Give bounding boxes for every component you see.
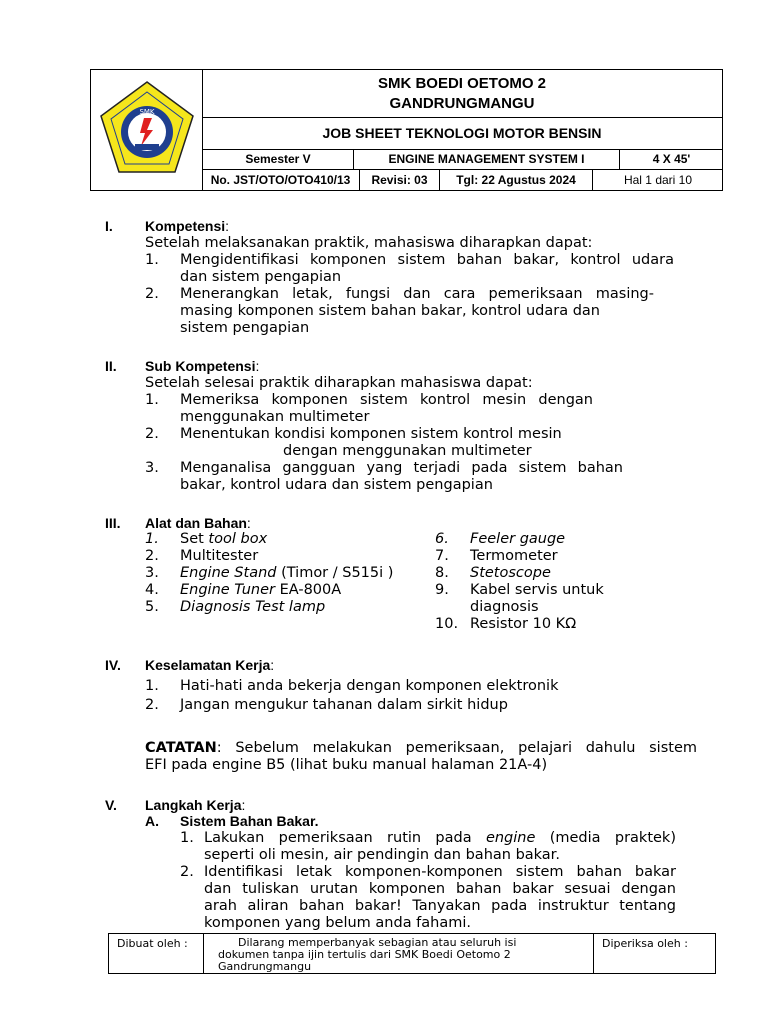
tool-item: Stetoscope (470, 565, 551, 581)
header-row-docinfo (202, 170, 722, 190)
section-5-title: Langkah Kerja: (145, 797, 246, 813)
tool-item: Diagnosis Test lamp (180, 599, 326, 615)
section-1-intro: Setelah melaksanakan praktik, mahasiswa diharapkan dapat: (145, 235, 593, 251)
tool-item: Engine Stand (Timor / S515i ) (180, 565, 394, 581)
made-by-cell: Dibuat oleh : (109, 934, 204, 973)
list-number: 1. (145, 252, 159, 268)
list-item-line: dengan menggunakan multimeter (283, 443, 532, 459)
section-4-title-text: Keselamatan Kerja (145, 657, 271, 673)
section-2-intro: Setelah selesai praktik diharapkan mahasiswa dapat: (145, 375, 533, 391)
step-line: arah aliran bahan bakar! Tanyakan pada instruktur tentang (204, 898, 676, 914)
logo-cell (91, 70, 203, 190)
note-label: CATATAN (145, 740, 217, 756)
note-line (145, 740, 697, 757)
section-3-title: Alat dan Bahan: (145, 515, 251, 531)
list-item: Jangan mengukur tahanan dalam sirkit hidup (180, 697, 508, 713)
list-number: 5. (145, 599, 159, 615)
list-item-line: masing komponen sistem bahan bakar, kontrol udara dan (180, 303, 600, 319)
list-number: 10. (435, 616, 459, 632)
list-item-line: Memeriksa komponen sistem kontrol mesin dengan (180, 392, 593, 408)
step-line: dan tuliskan urutan komponen bahan bakar sesuai dengan (204, 881, 676, 897)
doc-number-cell: No. JST/OTO/OTO410/13 (210, 173, 351, 187)
tool-item: Engine Tuner EA-800A (180, 582, 342, 598)
subsection-letter: A. (145, 813, 159, 829)
subsection-title: Sistem Bahan Bakar. (180, 813, 319, 829)
notice-line: Gandrungmangu (218, 960, 312, 973)
list-number: 6. (435, 531, 449, 547)
date-cell: Tgl: 22 Agustus 2024 (439, 170, 592, 190)
tool-item: Kabel servis untuk (470, 582, 604, 598)
section-5-title-text: Langkah Kerja (145, 797, 242, 813)
step-item (204, 864, 676, 932)
list-number: 2. (145, 286, 159, 302)
header-row-semester (202, 149, 722, 170)
section-1-title-text: Kompetensi (145, 218, 226, 234)
list-item-line: Menganalisa gangguan yang terjadi pada sistem bahan (180, 460, 623, 476)
section-1-number: I. (105, 218, 113, 234)
list-item-line: Menentukan kondisi komponen sistem kontrol mesin (180, 426, 562, 442)
section-2-title-text: Sub Kompetensi (145, 358, 256, 374)
list-item-line: Mengidentifikasi komponen sistem bahan bakar, kontrol udara (180, 252, 674, 268)
document-footer (108, 933, 716, 974)
document-header (90, 69, 723, 191)
school-logo (97, 80, 197, 180)
tool-item: diagnosis (470, 599, 539, 615)
duration-cell: 4 X 45' (619, 149, 723, 169)
list-number: 8. (435, 565, 449, 581)
copyright-notice (204, 934, 594, 973)
list-number: 3. (145, 460, 159, 476)
list-number: 1. (145, 531, 159, 547)
section-4-title: Keselamatan Kerja: (145, 657, 275, 673)
revision-cell: Revisi: 03 (359, 170, 439, 190)
section-1-title: Kompetensi: (145, 218, 230, 234)
list-number: 2. (145, 426, 159, 442)
list-number: 7. (435, 548, 449, 564)
note-text: : Sebelum melakukan pemeriksaan, pelajari dahulu sistem (216, 740, 697, 756)
step-item (204, 830, 676, 864)
list-number: 3. (145, 565, 159, 581)
list-item-line: sistem pengapian (180, 320, 310, 336)
list-number: 4. (145, 582, 159, 598)
notice-line: dokumen tanpa ijin tertulis dari SMK Boedi Oetomo 2 (218, 948, 511, 961)
section-3-title-text: Alat dan Bahan (145, 515, 247, 531)
list-item-line: Menerangkan letak, fungsi dan cara pemeriksaan masing- (180, 286, 654, 302)
step-line: Lakukan pemeriksaan rutin pada engine (media praktek) (204, 830, 676, 846)
subject-cell: ENGINE MANAGEMENT SYSTEM I (353, 149, 619, 169)
jobsheet-title: JOB SHEET TEKNOLOGI MOTOR BENSIN (202, 118, 722, 150)
school-name-line1: SMK BOEDI OETOMO 2 (377, 75, 547, 92)
list-number: 9. (435, 582, 449, 598)
list-item (180, 286, 654, 337)
list-item (180, 392, 593, 426)
list-item-line: menggunakan multimeter (180, 409, 370, 425)
step-number: 1. (180, 830, 194, 846)
section-4-number: IV. (105, 657, 121, 673)
section-5-number: V. (105, 797, 117, 813)
tool-item: Resistor 10 KΩ (470, 616, 577, 632)
list-item: Hati-hati anda bekerja dengan komponen elektronik (180, 678, 559, 694)
list-item-line: bakar, kontrol udara dan sistem pengapian (180, 477, 493, 493)
tool-item: Set tool box (180, 531, 268, 547)
section-3-number: III. (105, 515, 121, 531)
list-item (180, 460, 623, 494)
section-2-title: Sub Kompetensi: (145, 358, 260, 374)
step-line: Identifikasi letak komponen-komponen sistem bahan bakar (204, 864, 676, 880)
tool-item: Termometer (470, 548, 558, 564)
school-name-line2: GANDRUNGMANGU (389, 95, 535, 112)
tool-item: Feeler gauge (470, 531, 566, 547)
logo-text: SMK (139, 108, 155, 116)
list-item (180, 252, 674, 286)
list-number: 1. (145, 392, 159, 408)
notice-line: Dilarang memperbanyak sebagian atau seluruh isi (238, 936, 517, 949)
list-number: 2. (145, 697, 159, 713)
step-line: komponen yang belum anda fahami. (204, 915, 472, 931)
section-2-number: II. (105, 358, 117, 374)
step-line: seperti oli mesin, air pendingin dan bahan bakar. (204, 847, 560, 863)
note-line: EFI pada engine B5 (lihat buku manual halaman 21A-4) (145, 757, 548, 773)
school-name (202, 70, 722, 118)
tool-item: Multitester (180, 548, 259, 564)
list-number: 1. (145, 678, 159, 694)
page-cell: Hal 1 dari 10 (592, 170, 723, 190)
step-number: 2. (180, 864, 194, 880)
checked-by-cell: Diperiksa oleh : (602, 937, 688, 950)
note-paragraph (145, 740, 697, 774)
list-number: 2. (145, 548, 159, 564)
list-item-line: dan sistem pengapian (180, 269, 342, 285)
semester-cell: Semester V (245, 152, 311, 166)
